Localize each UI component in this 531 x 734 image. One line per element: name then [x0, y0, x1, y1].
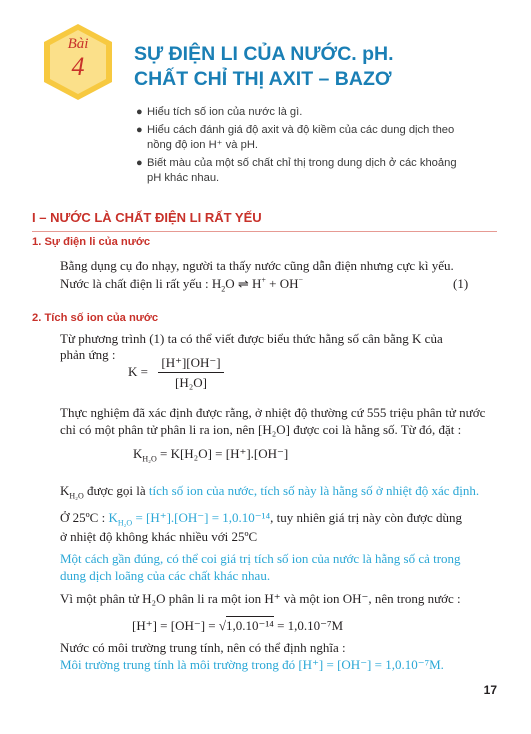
paragraph: ở nhiệt độ không khác nhiều với 25ºC	[60, 529, 258, 544]
bullet-icon: ●	[136, 106, 143, 118]
paragraph: dung dịch loãng của các chất khác nhau.	[60, 568, 271, 583]
paragraph: chỉ có một phân tử phân li ra ion, nên [H₂O] được coi là hằng số. Từ đó, đặt :	[60, 422, 462, 437]
fraction-numerator: [H⁺][OH⁻]	[161, 355, 221, 370]
paragraph: Nước là chất điện li rất yếu : $H_2O$ ⇌ H+ + OH−	[60, 275, 304, 294]
subsection-heading: 1. Sự điện li của nước	[32, 236, 151, 248]
lesson-title-line-1: SỰ ĐIỆN LI CỦA NƯỚC. pH.	[134, 43, 394, 65]
objective-item: ● Hiểu cách đánh giá độ axit và độ kiềm của các dung dịch theo nồng độ ion H⁺ và pH.	[136, 124, 455, 151]
fraction-bar	[158, 372, 224, 373]
page-number: 17	[483, 683, 497, 697]
paragraph: Nước có môi trường trung tính, nên có thể định nghĩa :	[60, 640, 346, 655]
bullet-icon: ●	[136, 124, 143, 136]
equation-label: (1)	[453, 276, 469, 291]
paragraph: $K_{H_2O}$ được gọi là tích số ion của nước, tích số này là hằng số ở nhiệt độ xác định.	[60, 483, 480, 501]
paragraph: Vì một phân tử H₂O phân li ra một ion H⁺ và một ion OH⁻, nên trong nước :	[60, 591, 461, 606]
definition-text: Môi trường trung tính là môi trường trong đó [H⁺] = [OH⁻] = 1,0.10⁻⁷M.	[60, 657, 444, 672]
paragraph: Thực nghiệm đã xác định được rằng, ở nhiệt độ thường cứ 555 triệu phân tử nước	[60, 405, 486, 420]
section-heading: I – NƯỚC LÀ CHẤT ĐIỆN LI RẤT YẾU	[32, 210, 262, 225]
section-divider	[32, 231, 497, 232]
paragraph: phản ứng :	[60, 347, 116, 362]
objective-item: ● Biết màu của một số chất chỉ thị trong dung dịch ở các khoảng pH khác nhau.	[136, 157, 457, 184]
bullet-icon: ●	[136, 157, 143, 169]
paragraph: Bằng dụng cụ đo nhạy, người ta thấy nước cũng dẫn điện nhưng cực kì yếu.	[60, 258, 454, 273]
lesson-word: Bài	[67, 36, 89, 52]
subsection-heading: 2. Tích số ion của nước	[32, 312, 159, 324]
lesson-title-line-2: CHẤT CHỈ THỊ AXIT – BAZƠ	[134, 68, 392, 90]
paragraph: Một cách gần đúng, có thể coi giá trị tích số ion của nước là hằng số cả trong	[60, 551, 461, 566]
k-symbol: K =	[128, 364, 148, 379]
lesson-number: 4	[71, 52, 85, 81]
kw-equation: $K_{H_2O} = K[H_2O] = [H^+].[OH^-]$	[133, 446, 289, 464]
fraction-denominator: [H₂O]	[175, 375, 207, 390]
paragraph: Từ phương trình (1) ta có thể viết được biểu thức hằng số cân bằng K của	[60, 331, 443, 346]
objective-item: ● Hiểu tích số ion của nước là gì.	[136, 106, 303, 118]
paragraph: Ở 25ºC : $K_{H_2O} = [H^+].[OH^-] = 1,0.10^{-14}$, tuy nhiên giá trị này còn được dùng	[60, 510, 463, 528]
neutral-equation: [H⁺] = [OH⁻] = √1,0.10⁻¹⁴ = 1,0.10⁻⁷M	[132, 618, 344, 633]
